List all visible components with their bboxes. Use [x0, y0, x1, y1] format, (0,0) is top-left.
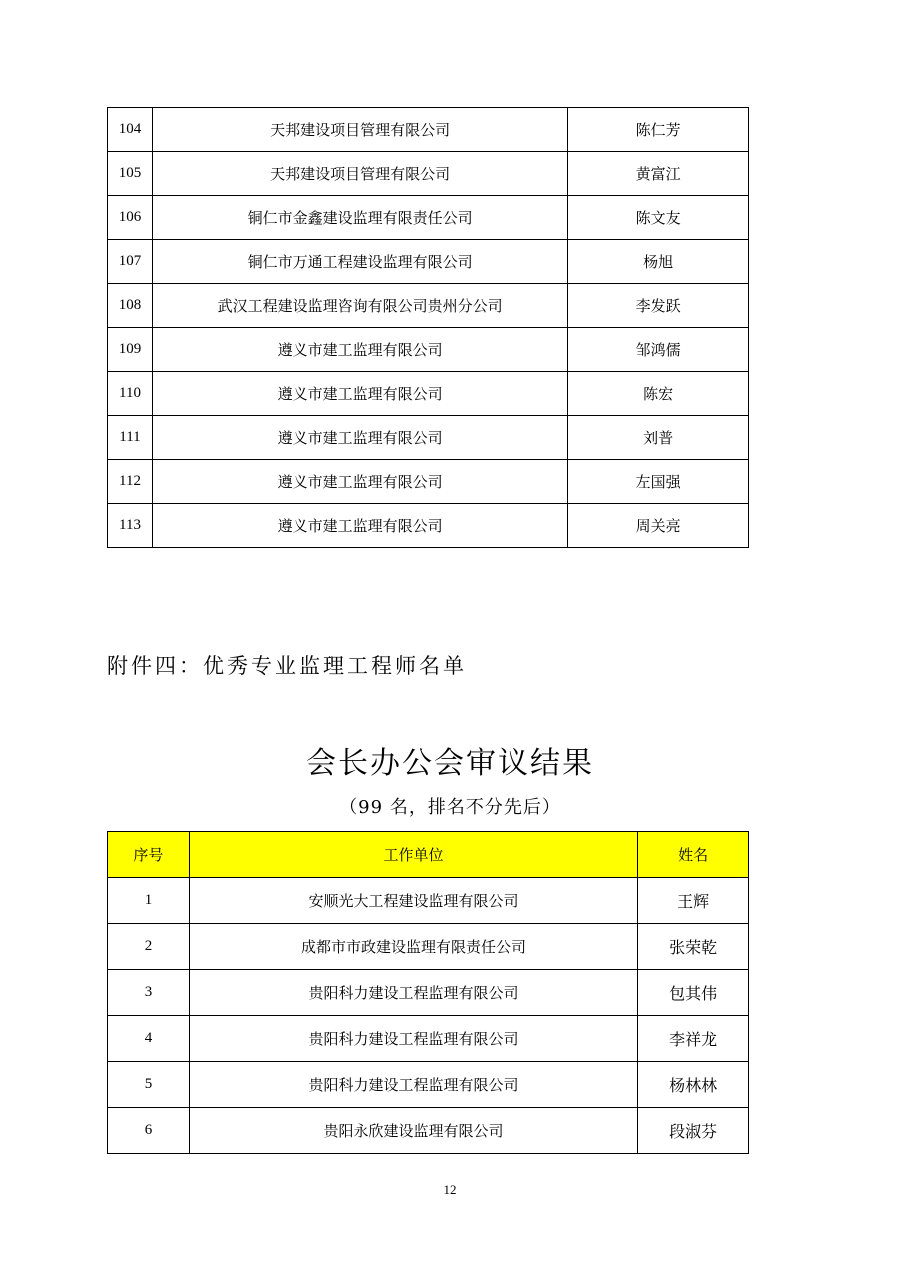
- person-name: 陈文友: [568, 196, 749, 240]
- work-unit: 遵义市建工监理有限公司: [152, 372, 567, 416]
- table-header-row: [108, 832, 749, 878]
- row-number: 105: [108, 152, 153, 196]
- work-unit: 遵义市建工监理有限公司: [152, 460, 567, 504]
- person-name: 杨旭: [568, 240, 749, 284]
- header-serial-number: 序号: [108, 832, 190, 878]
- section-title: 会长办公会审议结果: [306, 746, 594, 781]
- continued-member-table: [107, 107, 749, 548]
- person-name: 陈宏: [568, 372, 749, 416]
- row-number: 108: [108, 284, 153, 328]
- header-work-unit: 工作单位: [189, 832, 637, 878]
- engineer-list-table: [107, 831, 749, 1154]
- section-subtitle: （99 名，排名不分先后）: [339, 797, 561, 818]
- work-unit: 贵阳科力建设工程监理有限公司: [189, 970, 637, 1016]
- person-name: 段淑芬: [638, 1108, 749, 1154]
- work-unit: 铜仁市万通工程建设监理有限公司: [152, 240, 567, 284]
- person-name: 李发跃: [568, 284, 749, 328]
- row-number: 104: [108, 108, 153, 152]
- table-row: [108, 284, 749, 328]
- row-number: 106: [108, 196, 153, 240]
- table-row: [108, 1016, 749, 1062]
- row-number: 110: [108, 372, 153, 416]
- table-row: [108, 878, 749, 924]
- row-number: 112: [108, 460, 153, 504]
- person-name: 杨林林: [638, 1062, 749, 1108]
- row-number: 4: [108, 1016, 190, 1062]
- table-row: [108, 504, 749, 548]
- row-number: 109: [108, 328, 153, 372]
- table-row: [108, 924, 749, 970]
- work-unit: 天邦建设项目管理有限公司: [152, 108, 567, 152]
- person-name: 李祥龙: [638, 1016, 749, 1062]
- person-name: 张荣乾: [638, 924, 749, 970]
- table-row: [108, 460, 749, 504]
- row-number: 107: [108, 240, 153, 284]
- table-row: [108, 1108, 749, 1154]
- work-unit: 成都市市政建设监理有限责任公司: [189, 924, 637, 970]
- table-row: [108, 1062, 749, 1108]
- work-unit: 贵阳科力建设工程监理有限公司: [189, 1016, 637, 1062]
- work-unit: 铜仁市金鑫建设监理有限责任公司: [152, 196, 567, 240]
- table-row: [108, 372, 749, 416]
- table-row: [108, 416, 749, 460]
- row-number: 1: [108, 878, 190, 924]
- person-name: 王辉: [638, 878, 749, 924]
- table-row: [108, 328, 749, 372]
- work-unit: 遵义市建工监理有限公司: [152, 328, 567, 372]
- table-row: [108, 240, 749, 284]
- person-name: 包其伟: [638, 970, 749, 1016]
- header-name: 姓名: [638, 832, 749, 878]
- table-row: [108, 196, 749, 240]
- row-number: 3: [108, 970, 190, 1016]
- row-number: 111: [108, 416, 153, 460]
- work-unit: 安顺光大工程建设监理有限公司: [189, 878, 637, 924]
- table-row: [108, 152, 749, 196]
- work-unit: 贵阳科力建设工程监理有限公司: [189, 1062, 637, 1108]
- person-name: 邹鸿儒: [568, 328, 749, 372]
- person-name: 黄富江: [568, 152, 749, 196]
- row-number: 2: [108, 924, 190, 970]
- row-number: 5: [108, 1062, 190, 1108]
- work-unit: 武汉工程建设监理咨询有限公司贵州分公司: [152, 284, 567, 328]
- work-unit: 贵阳永欣建设监理有限公司: [189, 1108, 637, 1154]
- row-number: 113: [108, 504, 153, 548]
- table-row: [108, 108, 749, 152]
- person-name: 陈仁芳: [568, 108, 749, 152]
- attachment-heading: 附件四：优秀专业监理工程师名单: [107, 654, 467, 678]
- person-name: 左国强: [568, 460, 749, 504]
- person-name: 周关亮: [568, 504, 749, 548]
- row-number: 6: [108, 1108, 190, 1154]
- person-name: 刘普: [568, 416, 749, 460]
- page-number: 12: [443, 1182, 457, 1197]
- work-unit: 遵义市建工监理有限公司: [152, 504, 567, 548]
- work-unit: 天邦建设项目管理有限公司: [152, 152, 567, 196]
- table-row: [108, 970, 749, 1016]
- work-unit: 遵义市建工监理有限公司: [152, 416, 567, 460]
